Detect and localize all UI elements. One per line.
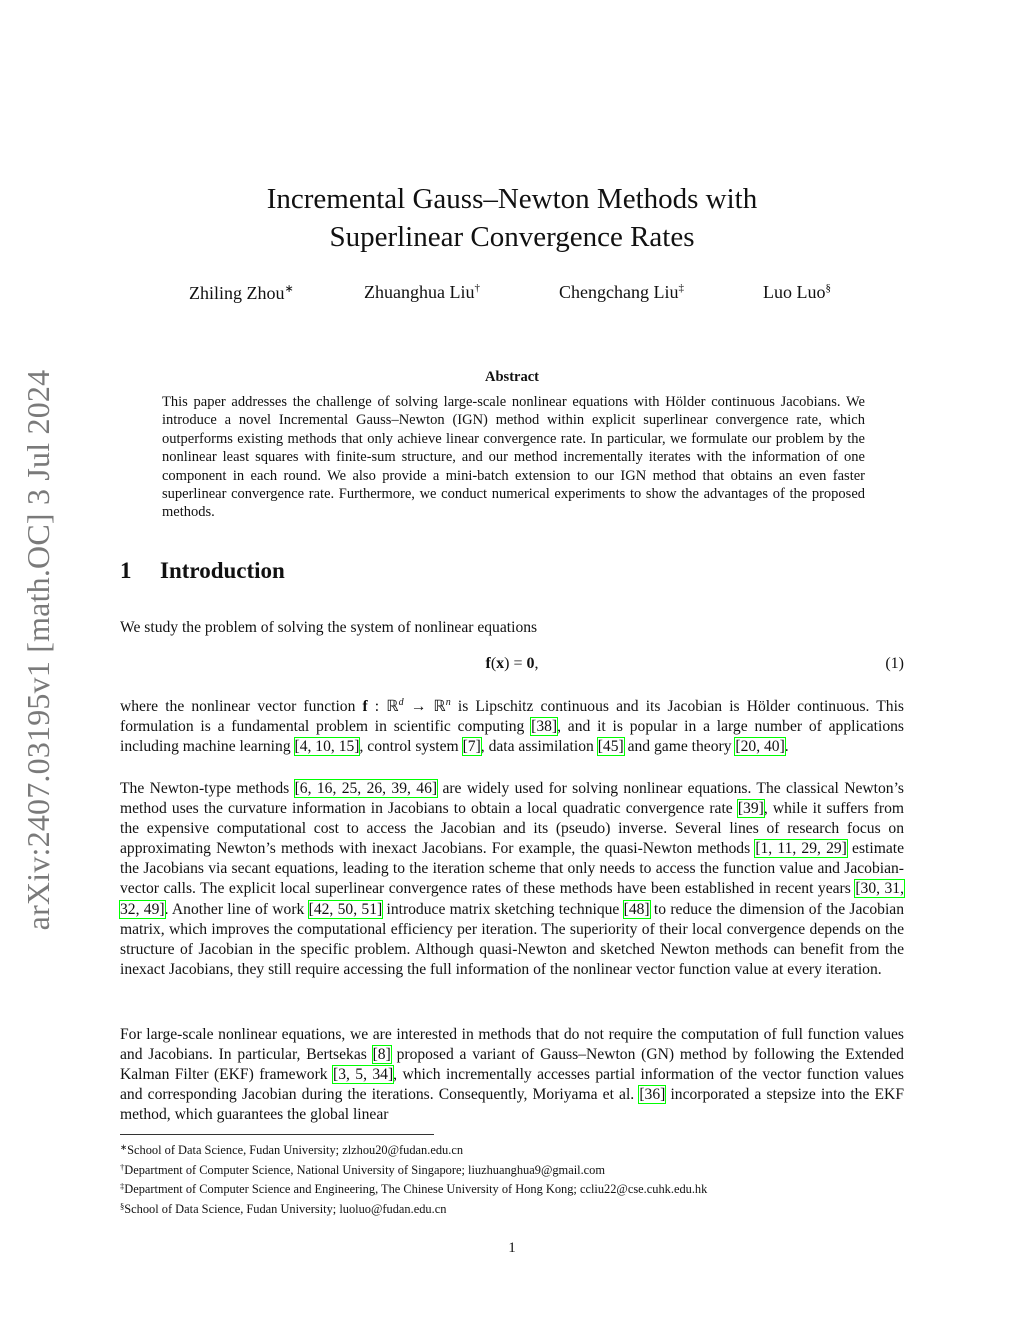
footnote-divider bbox=[120, 1134, 434, 1135]
footnote-mark[interactable]: ‡ bbox=[678, 282, 684, 294]
arxiv-side-stamp bbox=[16, 350, 60, 950]
footnote-mark: ∗ bbox=[120, 1142, 128, 1152]
citation-link[interactable]: [3, 5, 34] bbox=[333, 1066, 394, 1084]
author-name: Luo Luo bbox=[763, 282, 826, 302]
citation-link[interactable]: [7] bbox=[462, 738, 481, 756]
abstract-heading: Abstract bbox=[485, 369, 539, 385]
section-number: 1 bbox=[120, 558, 132, 583]
equation-number: (1) bbox=[885, 655, 904, 672]
citation-link[interactable]: [42, 50, 51] bbox=[308, 900, 383, 918]
paragraph-2: The Newton-type methods [6, 16, 25, 26, 39, 46] are widely used for solving nonlinear equations. The classical Newton’s method uses the curvature information in Jacobians to obtain a local quadratic convergence rate [39], while it suffers from the expensive computational cost to access the Jacobian and its (pseudo) inverse. Several lines of research focus on approximating Newton’s methods with inexact Jacobians. For example, the quasi-Newton methods [1, 11, 29, 29] estimate the Jacobians via secant equations, leading to the iteration scheme that only needs to access the function value and Jacobian-vector calls. The explicit local superlinear convergence rates of these methods have been established in recent years [30, 31, 32, 49]. Another line of work [42, 50, 51] introduce matrix sketching technique [48] to reduce the dimension of the Jacobian matrix, which improves the computational efficiency per iteration. The superiority of their local convergence depends on the structure of Jacobian in the specific problem. Although quasi-Newton and sketched Newton methods can benefit from the inexact Jacobians, they still require accessing the full information of the nonlinear vector function value at every iteration. bbox=[120, 780, 905, 978]
citation-link[interactable]: [38] bbox=[531, 718, 558, 736]
abstract-text: This paper addresses the challenge of solving large-scale nonlinear equations with Hölder continuous Jacobians. We introduce a novel Incremental Gauss–Newton (IGN) method within explicit superlinear convergence rate, which outperforms existing methods that only achieve linear convergence rate. In particular, we formulate our problem by the nonlinear least squares with finite-sum structure, and our method incrementally iterates with the information of one component in each round. We also provide a mini-batch extension to our IGN method that obtains an even faster superlinear convergence rate. Furthermore, we conduct numerical experiments to show the advantages of the proposed methods. bbox=[162, 394, 865, 521]
footnote-text: Department of Computer Science and Engineering, The Chinese University of Hong Kong; ccliu22@cse.cuhk.edu.hk bbox=[124, 1182, 708, 1196]
footnote bbox=[120, 1198, 904, 1218]
citation-link[interactable]: [39] bbox=[737, 800, 764, 818]
author-2 bbox=[364, 282, 480, 303]
title-line-2: Superlinear Convergence Rates bbox=[329, 221, 695, 253]
footnote-mark[interactable]: ∗ bbox=[284, 283, 294, 295]
citation-link[interactable]: [1, 11, 29, 29] bbox=[755, 840, 847, 858]
citation-link[interactable]: [20, 40] bbox=[735, 738, 785, 756]
author-4 bbox=[763, 282, 831, 303]
footnote bbox=[120, 1159, 904, 1179]
author-name: Zhuanghua Liu bbox=[364, 282, 475, 302]
citation-link[interactable]: [45] bbox=[597, 738, 624, 756]
footnote-mark[interactable]: † bbox=[474, 282, 480, 294]
footnote-mark: § bbox=[120, 1200, 125, 1211]
citation-link[interactable]: [4, 10, 15] bbox=[294, 738, 360, 756]
citation-link[interactable]: [36] bbox=[639, 1086, 666, 1104]
footnote-mark[interactable]: § bbox=[825, 282, 831, 294]
citation-link[interactable]: [8] bbox=[372, 1046, 391, 1064]
footnotes bbox=[120, 1139, 904, 1217]
citation-link[interactable]: [30, 31, 32, 49] bbox=[120, 880, 905, 918]
arxiv-identifier[interactable]: arXiv:2407.03195v1 [math.OC] 3 Jul 2024 bbox=[20, 369, 56, 931]
author-3 bbox=[559, 282, 684, 303]
footnote-text: School of Data Science, Fudan University; luoluo@fudan.edu.cn bbox=[124, 1201, 447, 1216]
section-title: Introduction bbox=[160, 558, 285, 583]
paragraph-3: For large-scale nonlinear equations, we are interested in methods that do not require the computation of full function values and Jacobians. In particular, Bertsekas [8] proposed a variant of Gauss–Newton (GN) method by following the Extended Kalman Filter (EKF) framework [3, 5, 34], which incrementally accesses partial information of the vector function values and corresponding Jacobian during the iterations. Consequently, Moriyama et al. [36] incorporated a stepsize into the EKF method, which guarantees the global linear bbox=[120, 1026, 904, 1124]
equation-body: f(x) = 0, bbox=[485, 655, 539, 672]
footnote bbox=[120, 1178, 904, 1198]
citation-link[interactable]: [48] bbox=[623, 900, 650, 918]
paragraph-1: where the nonlinear vector function f : ℝ$^d$ → ℝ$^n$ is Lipschitz continuous and its Jacobian is Hölder continuous. This formulation is a fundamental problem in scientific computing [38], and it is popular in a large number of applications including machine learning [4, 10, 15], control system [7], data assimilation [45] and game theory [20, 40]. bbox=[120, 697, 905, 756]
author-name: Zhiling Zhou bbox=[189, 283, 285, 303]
page-number: 1 bbox=[508, 1240, 516, 1256]
author-list bbox=[120, 282, 904, 306]
paper-title bbox=[150, 180, 874, 256]
footnote-text: School of Data Science, Fudan University; zlzhou20@fudan.edu.cn bbox=[127, 1143, 464, 1157]
footnote-text: Department of Computer Science, National University of Singapore; liuzhuanghua9@gmail.com bbox=[124, 1162, 606, 1177]
footnote bbox=[120, 1139, 904, 1159]
author-name: Chengchang Liu bbox=[559, 282, 679, 302]
footnote-mark: ‡ bbox=[120, 1181, 125, 1191]
intro-sentence: We study the problem of solving the system of nonlinear equations bbox=[120, 619, 538, 636]
citation-link[interactable]: [6, 16, 25, 26, 39, 46] bbox=[294, 780, 438, 797]
equation-function: f bbox=[485, 655, 491, 672]
section-heading bbox=[120, 558, 904, 584]
title-line-1: Incremental Gauss–Newton Methods with bbox=[266, 183, 758, 215]
equation-1 bbox=[120, 655, 904, 677]
footnote-mark: † bbox=[120, 1161, 125, 1172]
author-1 bbox=[189, 282, 294, 304]
function-symbol: f bbox=[362, 698, 368, 716]
